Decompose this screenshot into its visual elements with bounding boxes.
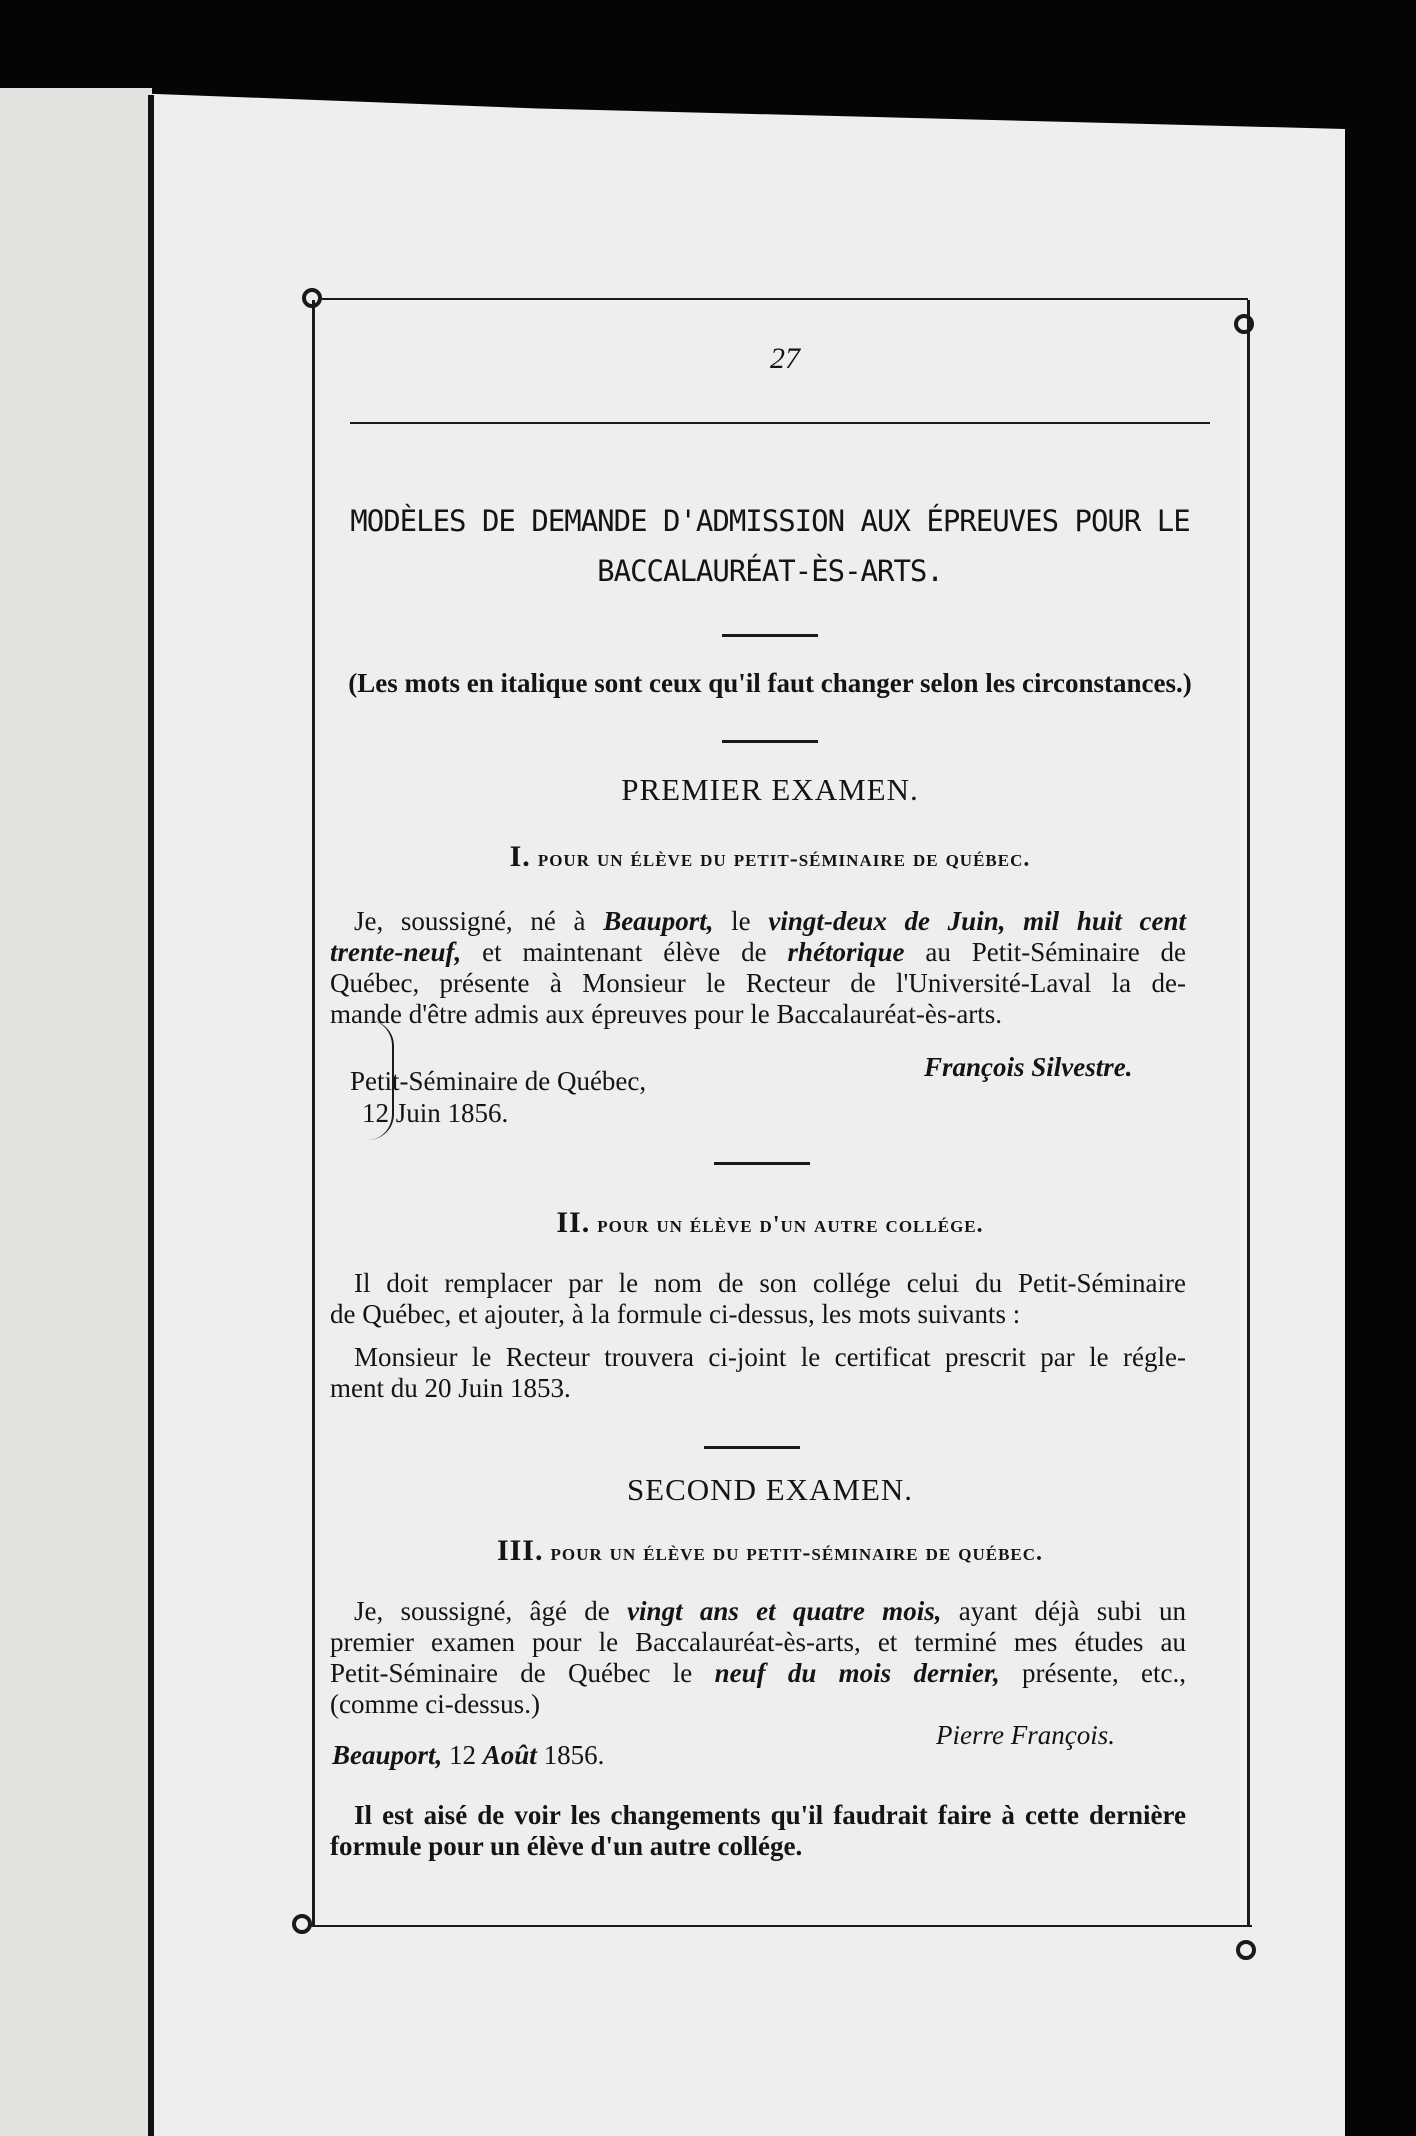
- binding-fold-line: [148, 95, 154, 2136]
- divider-rule: [704, 1446, 800, 1449]
- brace-mark: [368, 1020, 394, 1140]
- subsection-heading-2: II. pour un élève d'un autre collége.: [556, 1206, 984, 1239]
- subsection-heading-3: III. pour un élève du petit-séminaire de québec.: [496, 1534, 1044, 1567]
- date-line-1: 12 Juin 1856.: [362, 1098, 509, 1128]
- place-date-line-2: Beauport, 12 Août 1856.: [332, 1740, 605, 1770]
- subsection-heading-1: I. pour un élève du petit-séminaire de québec.: [509, 840, 1031, 873]
- title-line-1: MODÈLES DE DEMANDE D'ADMISSION AUX ÉPREUVES POUR LE: [350, 504, 1190, 538]
- page-number: 27: [770, 342, 800, 375]
- divider-rule: [722, 740, 818, 743]
- paragraph-certificate: Monsieur le Recteur trouvera ci-joint le certificat prescrit par le régle- ment du 20 Juin 1853.: [330, 1342, 1186, 1403]
- frame-top-rule: [322, 298, 1248, 300]
- paragraph-closing: Il est aisé de voir les changements qu'il faudrait faire à cette dernière formule pour un élève d'un autre collége.: [330, 1800, 1186, 1861]
- title-line-2: BACCALAURÉAT-ÈS-ARTS.: [597, 554, 943, 588]
- instruction-note: (Les mots en italique sont ceux qu'il faut changer selon les circonstances.): [348, 668, 1192, 698]
- place-line-1: Petit-Séminaire de Québec,: [350, 1066, 647, 1096]
- paragraph-instruction-2: Il doit remplacer par le nom de son collége celui du Petit-Séminaire de Québec, et ajouter, à la formule ci-dessus, les mots suivants :: [330, 1268, 1186, 1329]
- frame-bottom-rule: [308, 1925, 1252, 1927]
- section-heading-premier: PREMIER EXAMEN.: [621, 772, 919, 807]
- frame-corner-ornament-icon: [1236, 1940, 1256, 1960]
- frame-corner-ornament-icon: [302, 288, 322, 308]
- frame-corner-ornament-icon: [292, 1914, 312, 1934]
- divider-rule: [714, 1162, 810, 1165]
- header-rule: [350, 422, 1210, 424]
- signature-francois-silvestre: François Silvestre.: [924, 1052, 1133, 1082]
- section-heading-second: SECOND EXAMEN.: [626, 1472, 914, 1507]
- divider-rule: [722, 634, 818, 637]
- page-title: [330, 496, 1210, 596]
- paragraph-request-1: Je, soussigné, né à Beauport, le vingt-deux de Juin, mil huit cent trente-neuf, et maintenant élève de rhétorique au Petit-Séminaire de Québec, présente à Monsieur le Recteur de l'Université-Laval la de- mande d'être admis aux épreuves pour le Baccalauréat-ès-arts.: [330, 906, 1187, 1029]
- signature-pierre-francois: Pierre François.: [936, 1720, 1115, 1750]
- frame-corner-ornament-icon: [1234, 314, 1254, 334]
- adjacent-page-strip: [0, 88, 152, 2136]
- paragraph-request-3: Je, soussigné, âgé de vingt ans et quatre mois, ayant déjà subi un premier examen pour le Baccalauréat-ès-arts, et terminé mes études au Petit-Séminaire de Québec le neuf du mois dernier, présente, etc., (comme ci-dessus.): [330, 1596, 1187, 1719]
